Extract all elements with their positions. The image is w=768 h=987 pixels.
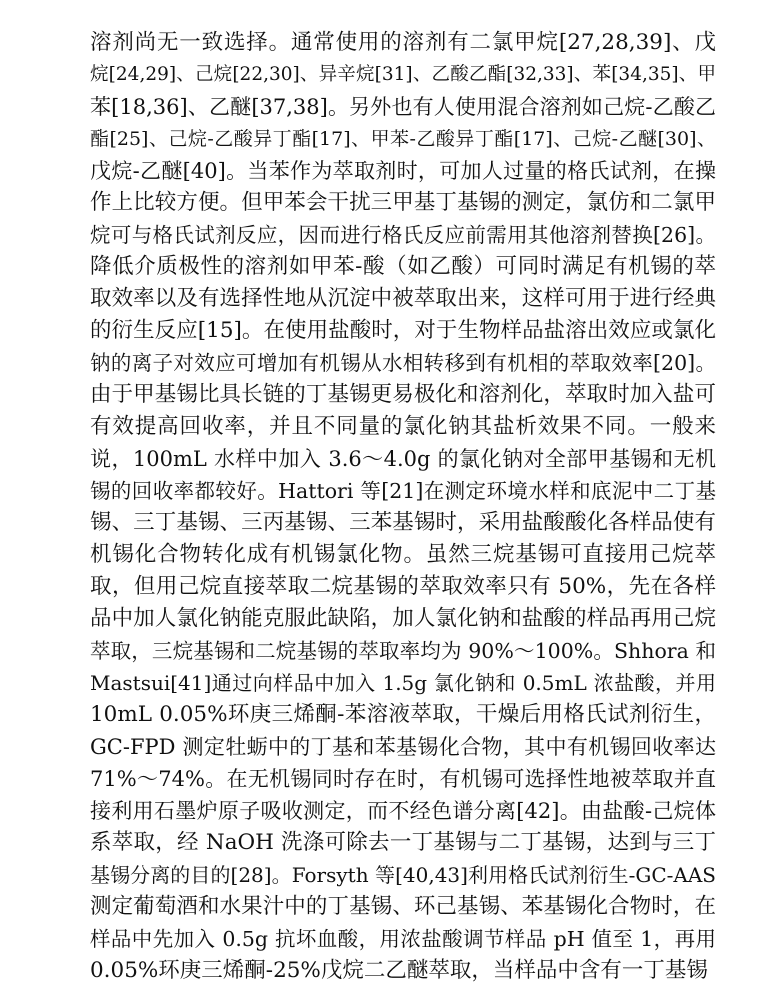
text-line: 基锡分离的目的[28]。Forsyth 等[40,43]利用格氏试剂衍生-GC-AAS [90, 863, 716, 887]
text-line: 系萃取，经 NaOH 洗涤可除去一丁基锡与二丁基锡，达到与三丁 [90, 830, 716, 855]
text-line: 降低介质极性的溶剂如甲苯-酸（如乙酸）可同时满足有机锡的萃 [90, 254, 716, 279]
text-line: 由于甲基锡比具长链的丁基锡更易极化和溶剂化，萃取时加入盐可 [90, 382, 716, 407]
text-line: 说，100mL 水样中加入 3.6～4.0g 的氯化钠对全部甲基锡和无机 [90, 447, 716, 471]
text-line: 萃取，三烷基锡和二烷基锡的萃取率均为 90%～100%。Shhora 和 [90, 639, 716, 663]
text-line: 测定葡萄酒和水果汁中的丁基锡、环己基锡、苯基锡化合物时，在 [90, 894, 716, 919]
text-line: 样品中先加入 0.5g 抗坏血酸，用浓盐酸调节样品 pH 值至 1，再用 [90, 927, 716, 951]
text-line: 取，但用己烷直接萃取二烷基锡的萃取效率只有 50%，先在各样 [90, 574, 716, 599]
text-line: 接利用石墨炉原子吸收测定，而不经色谱分离[42]。由盐酸-己烷体 [90, 799, 716, 823]
text-line: 有效提高回收率，并且不同量的氯化钠其盐析效果不同。一般来 [90, 414, 716, 439]
text-line: 机锡化合物转化成有机锡氯化物。虽然三烷基锡可直接用己烷萃 [90, 542, 716, 567]
text-line: 10mL 0.05%环庚三烯酮-苯溶液萃取，干燥后用格氏试剂衍生， [90, 702, 716, 727]
text-line: 溶剂尚无一致选择。通常使用的溶剂有二氯甲烷[27,28,39]、戊 [90, 30, 716, 55]
text-line: 钠的离子对效应可增加有机锡从水相转移到有机相的萃取效率[20]。 [90, 351, 716, 375]
text-line: GC-FPD 测定牡蛎中的丁基和苯基锡化合物，其中有机锡回收率达 [90, 735, 716, 759]
text-line: 戊烷-乙醚[40]。当苯作为萃取剂时，可加人过量的格氏试剂，在操 [90, 159, 716, 183]
text-line: 取效率以及有选择性地从沉淀中被萃取出来，这样可用于进行经典 [90, 286, 716, 311]
text-line: 品中加人氯化钠能克服此缺陷，加人氯化钠和盐酸的样品再用己烷 [90, 606, 716, 631]
text-line: 的衍生反应[15]。在使用盐酸时，对于生物样品盐溶出效应或氯化 [90, 318, 716, 343]
text-line: Mastsui[41]通过向样品中加入 1.5g 氯化钠和 0.5mL 浓盐酸，并用 [90, 671, 716, 695]
text-line: 0.05%环庚三烯酮-25%戊烷二乙醚萃取，当样品中含有一丁基锡 [90, 958, 708, 983]
text-line: 作上比较方便。但甲苯会干扰三甲基丁基锡的测定，氯仿和二氯甲 [90, 190, 716, 215]
text-line: 锡、三丁基锡、三丙基锡、三苯基锡时，采用盐酸酸化各样品使有 [90, 510, 716, 535]
text-line: 烷可与格氏试剂反应，因而进行格氏反应前需用其他溶剂替换[26]。 [90, 223, 716, 247]
text-line: 71%～74%。在无机锡同时存在时，有机锡可选择性地被萃取并直 [90, 767, 716, 791]
text-line: 锡的回收率都较好。Hattori 等[21]在测定环境水样和底泥中二丁基 [90, 479, 716, 503]
text-line: 苯[18,36]、乙醚[37,38]。另外也有人使用混合溶剂如己烷-乙酸乙 [90, 95, 716, 119]
document-page [90, 27, 716, 987]
text-line: 烷[24,29]、己烷[22,30]、异辛烷[31]、乙酸乙酯[32,33]、苯[34,35]、甲 [90, 64, 716, 85]
text-line: 酯[25]、己烷-乙酸异丁酯[17]、甲苯-乙酸异丁酯[17]、己烷-乙醚[30]、 [90, 128, 716, 150]
